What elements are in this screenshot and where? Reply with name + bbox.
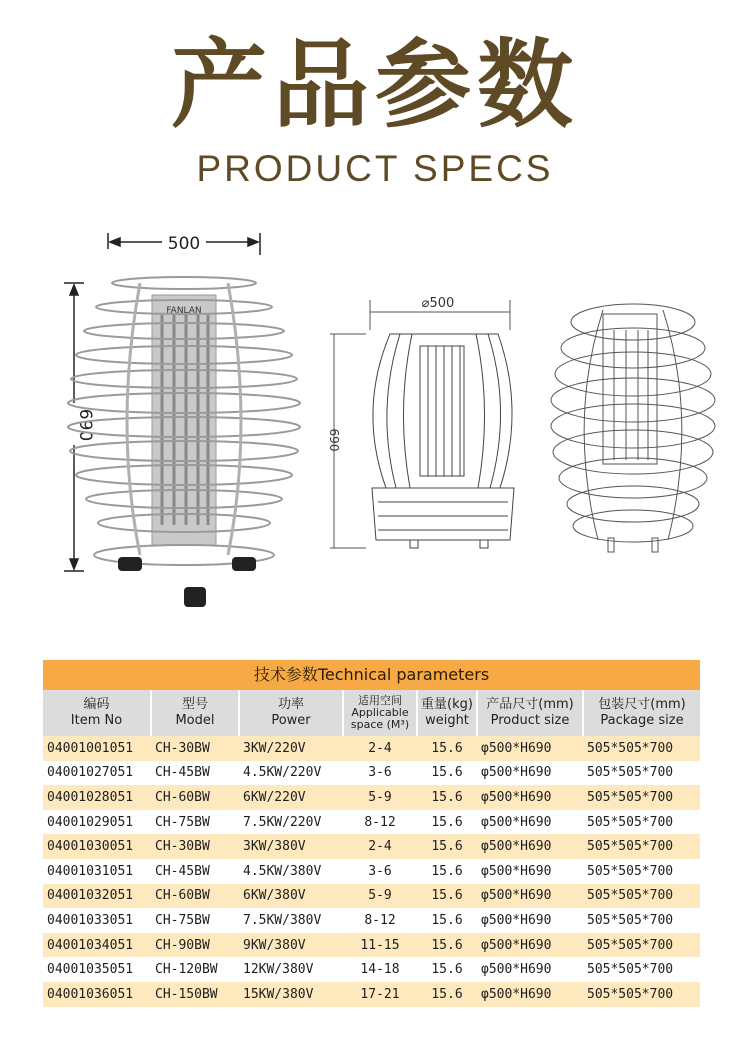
- cell-space: 8-12: [343, 810, 417, 835]
- cell-model: CH-45BW: [151, 859, 239, 884]
- col-header-cn: 功率: [277, 697, 304, 712]
- drawing-outline: [372, 334, 514, 548]
- cell-model: CH-30BW: [151, 834, 239, 859]
- cell-package-size: 505*505*700: [583, 957, 700, 982]
- brand-label: FANLAN: [166, 306, 202, 316]
- col-header-en: Model: [175, 713, 215, 728]
- cell-power: 9KW/380V: [239, 933, 343, 958]
- cell-space: 17-21: [343, 982, 417, 1007]
- table-row: [43, 834, 700, 859]
- cell-power: 15KW/380V: [239, 982, 343, 1007]
- cell-weight: 15.6: [417, 736, 477, 761]
- cell-space: 8-12: [343, 908, 417, 933]
- col-header-en: weight: [425, 713, 469, 728]
- col-header-en: Applicable space (M³): [350, 706, 410, 731]
- cell-package-size: 505*505*700: [583, 810, 700, 835]
- cell-product-size: φ500*H690: [477, 834, 583, 859]
- cell-package-size: 505*505*700: [583, 908, 700, 933]
- height-label: 690: [75, 408, 95, 442]
- technical-parameters-table: [43, 660, 700, 1007]
- cell-weight: 15.6: [417, 761, 477, 786]
- cell-item-no: 04001036051: [43, 982, 151, 1007]
- cell-power: 4.5KW/380V: [239, 859, 343, 884]
- cell-item-no: 04001027051: [43, 761, 151, 786]
- col-header-cn: 型号: [181, 697, 208, 712]
- cell-space: 11-15: [343, 933, 417, 958]
- cell-space: 3-6: [343, 761, 417, 786]
- cell-power: 12KW/380V: [239, 957, 343, 982]
- cell-weight: 15.6: [417, 933, 477, 958]
- cell-product-size: φ500*H690: [477, 957, 583, 982]
- col-header-en: Product size: [490, 713, 570, 728]
- technical-drawing: [320, 290, 535, 560]
- cell-model: CH-60BW: [151, 785, 239, 810]
- cell-space: 5-9: [343, 884, 417, 909]
- col-header-cn: 适用空间: [358, 694, 402, 707]
- parameters-grid: [43, 690, 700, 1007]
- col-header-cn: 编码: [83, 697, 110, 712]
- cell-product-size: φ500*H690: [477, 933, 583, 958]
- table-row: [43, 761, 700, 786]
- cell-model: CH-150BW: [151, 982, 239, 1007]
- table-row: [43, 859, 700, 884]
- cell-product-size: φ500*H690: [477, 982, 583, 1007]
- column-header-row: [43, 690, 700, 736]
- cell-package-size: 505*505*700: [583, 785, 700, 810]
- render-cage: [551, 304, 715, 552]
- 3d-render: [548, 300, 718, 565]
- cell-weight: 15.6: [417, 908, 477, 933]
- cell-product-size: φ500*H690: [477, 785, 583, 810]
- cell-weight: 15.6: [417, 884, 477, 909]
- table-row: [43, 785, 700, 810]
- page-title-en: PRODUCT SPECS: [196, 148, 554, 189]
- col-header-en: Package size: [600, 713, 684, 728]
- cell-item-no: 04001028051: [43, 785, 151, 810]
- cell-product-size: φ500*H690: [477, 810, 583, 835]
- cell-power: 3KW/380V: [239, 834, 343, 859]
- table-row: [43, 933, 700, 958]
- cell-product-size: φ500*H690: [477, 859, 583, 884]
- cell-product-size: φ500*H690: [477, 761, 583, 786]
- cell-model: CH-75BW: [151, 810, 239, 835]
- col-header-cn: 重量(kg): [421, 697, 473, 712]
- cell-weight: 15.6: [417, 785, 477, 810]
- cell-weight: 15.6: [417, 834, 477, 859]
- cell-item-no: 04001035051: [43, 957, 151, 982]
- cell-model: CH-30BW: [151, 736, 239, 761]
- table-row: [43, 957, 700, 982]
- cell-package-size: 505*505*700: [583, 982, 700, 1007]
- drawing-diameter-label: ⌀500: [421, 296, 455, 311]
- cell-model: CH-120BW: [151, 957, 239, 982]
- cell-package-size: 505*505*700: [583, 859, 700, 884]
- cell-space: 3-6: [343, 859, 417, 884]
- col-header-cn: 产品尺寸(mm): [486, 697, 574, 712]
- cell-power: 7.5KW/380V: [239, 908, 343, 933]
- drawing-height-label: 690: [327, 428, 341, 452]
- col-header-space: [343, 690, 417, 736]
- cell-weight: 15.6: [417, 957, 477, 982]
- cell-package-size: 505*505*700: [583, 884, 700, 909]
- col-header-cn: 包装尺寸(mm): [598, 697, 686, 712]
- cell-package-size: 505*505*700: [583, 736, 700, 761]
- table-row: [43, 810, 700, 835]
- table-body: [43, 736, 700, 1007]
- col-header-en: Item No: [70, 713, 123, 728]
- product-photo: [44, 225, 312, 625]
- cell-package-size: 505*505*700: [583, 761, 700, 786]
- cell-package-size: 505*505*700: [583, 834, 700, 859]
- cell-item-no: 04001031051: [43, 859, 151, 884]
- cell-item-no: 04001033051: [43, 908, 151, 933]
- table-row: [43, 736, 700, 761]
- col-header-package-size: [583, 690, 700, 736]
- cell-package-size: 505*505*700: [583, 933, 700, 958]
- cell-power: 6KW/380V: [239, 884, 343, 909]
- cell-space: 14-18: [343, 957, 417, 982]
- cell-space: 5-9: [343, 785, 417, 810]
- col-header-model: [151, 690, 239, 736]
- cell-weight: 15.6: [417, 810, 477, 835]
- cell-model: CH-90BW: [151, 933, 239, 958]
- cell-item-no: 04001034051: [43, 933, 151, 958]
- cell-item-no: 04001001051: [43, 736, 151, 761]
- cell-item-no: 04001032051: [43, 884, 151, 909]
- table-row: [43, 884, 700, 909]
- col-header-product-size: [477, 690, 583, 736]
- cell-product-size: φ500*H690: [477, 884, 583, 909]
- cell-product-size: φ500*H690: [477, 736, 583, 761]
- cell-weight: 15.6: [417, 859, 477, 884]
- col-header-power: [239, 690, 343, 736]
- cell-model: CH-75BW: [151, 908, 239, 933]
- cell-power: 7.5KW/220V: [239, 810, 343, 835]
- cell-space: 2-4: [343, 834, 417, 859]
- col-header-en: Power: [271, 713, 311, 728]
- cell-item-no: 04001030051: [43, 834, 151, 859]
- table-title: 技术参数Technical parameters: [43, 660, 700, 690]
- cell-item-no: 04001029051: [43, 810, 151, 835]
- cell-power: 4.5KW/220V: [239, 761, 343, 786]
- cell-product-size: φ500*H690: [477, 908, 583, 933]
- table-row: [43, 982, 700, 1007]
- cell-power: 3KW/220V: [239, 736, 343, 761]
- cell-model: CH-45BW: [151, 761, 239, 786]
- page-title-cn: 产品参数: [171, 29, 579, 141]
- table-row: [43, 908, 700, 933]
- cell-model: CH-60BW: [151, 884, 239, 909]
- cell-power: 6KW/220V: [239, 785, 343, 810]
- col-header-item-no: [43, 690, 151, 736]
- cell-space: 2-4: [343, 736, 417, 761]
- width-label: 500: [167, 234, 201, 254]
- col-header-weight: [417, 690, 477, 736]
- cell-weight: 15.6: [417, 982, 477, 1007]
